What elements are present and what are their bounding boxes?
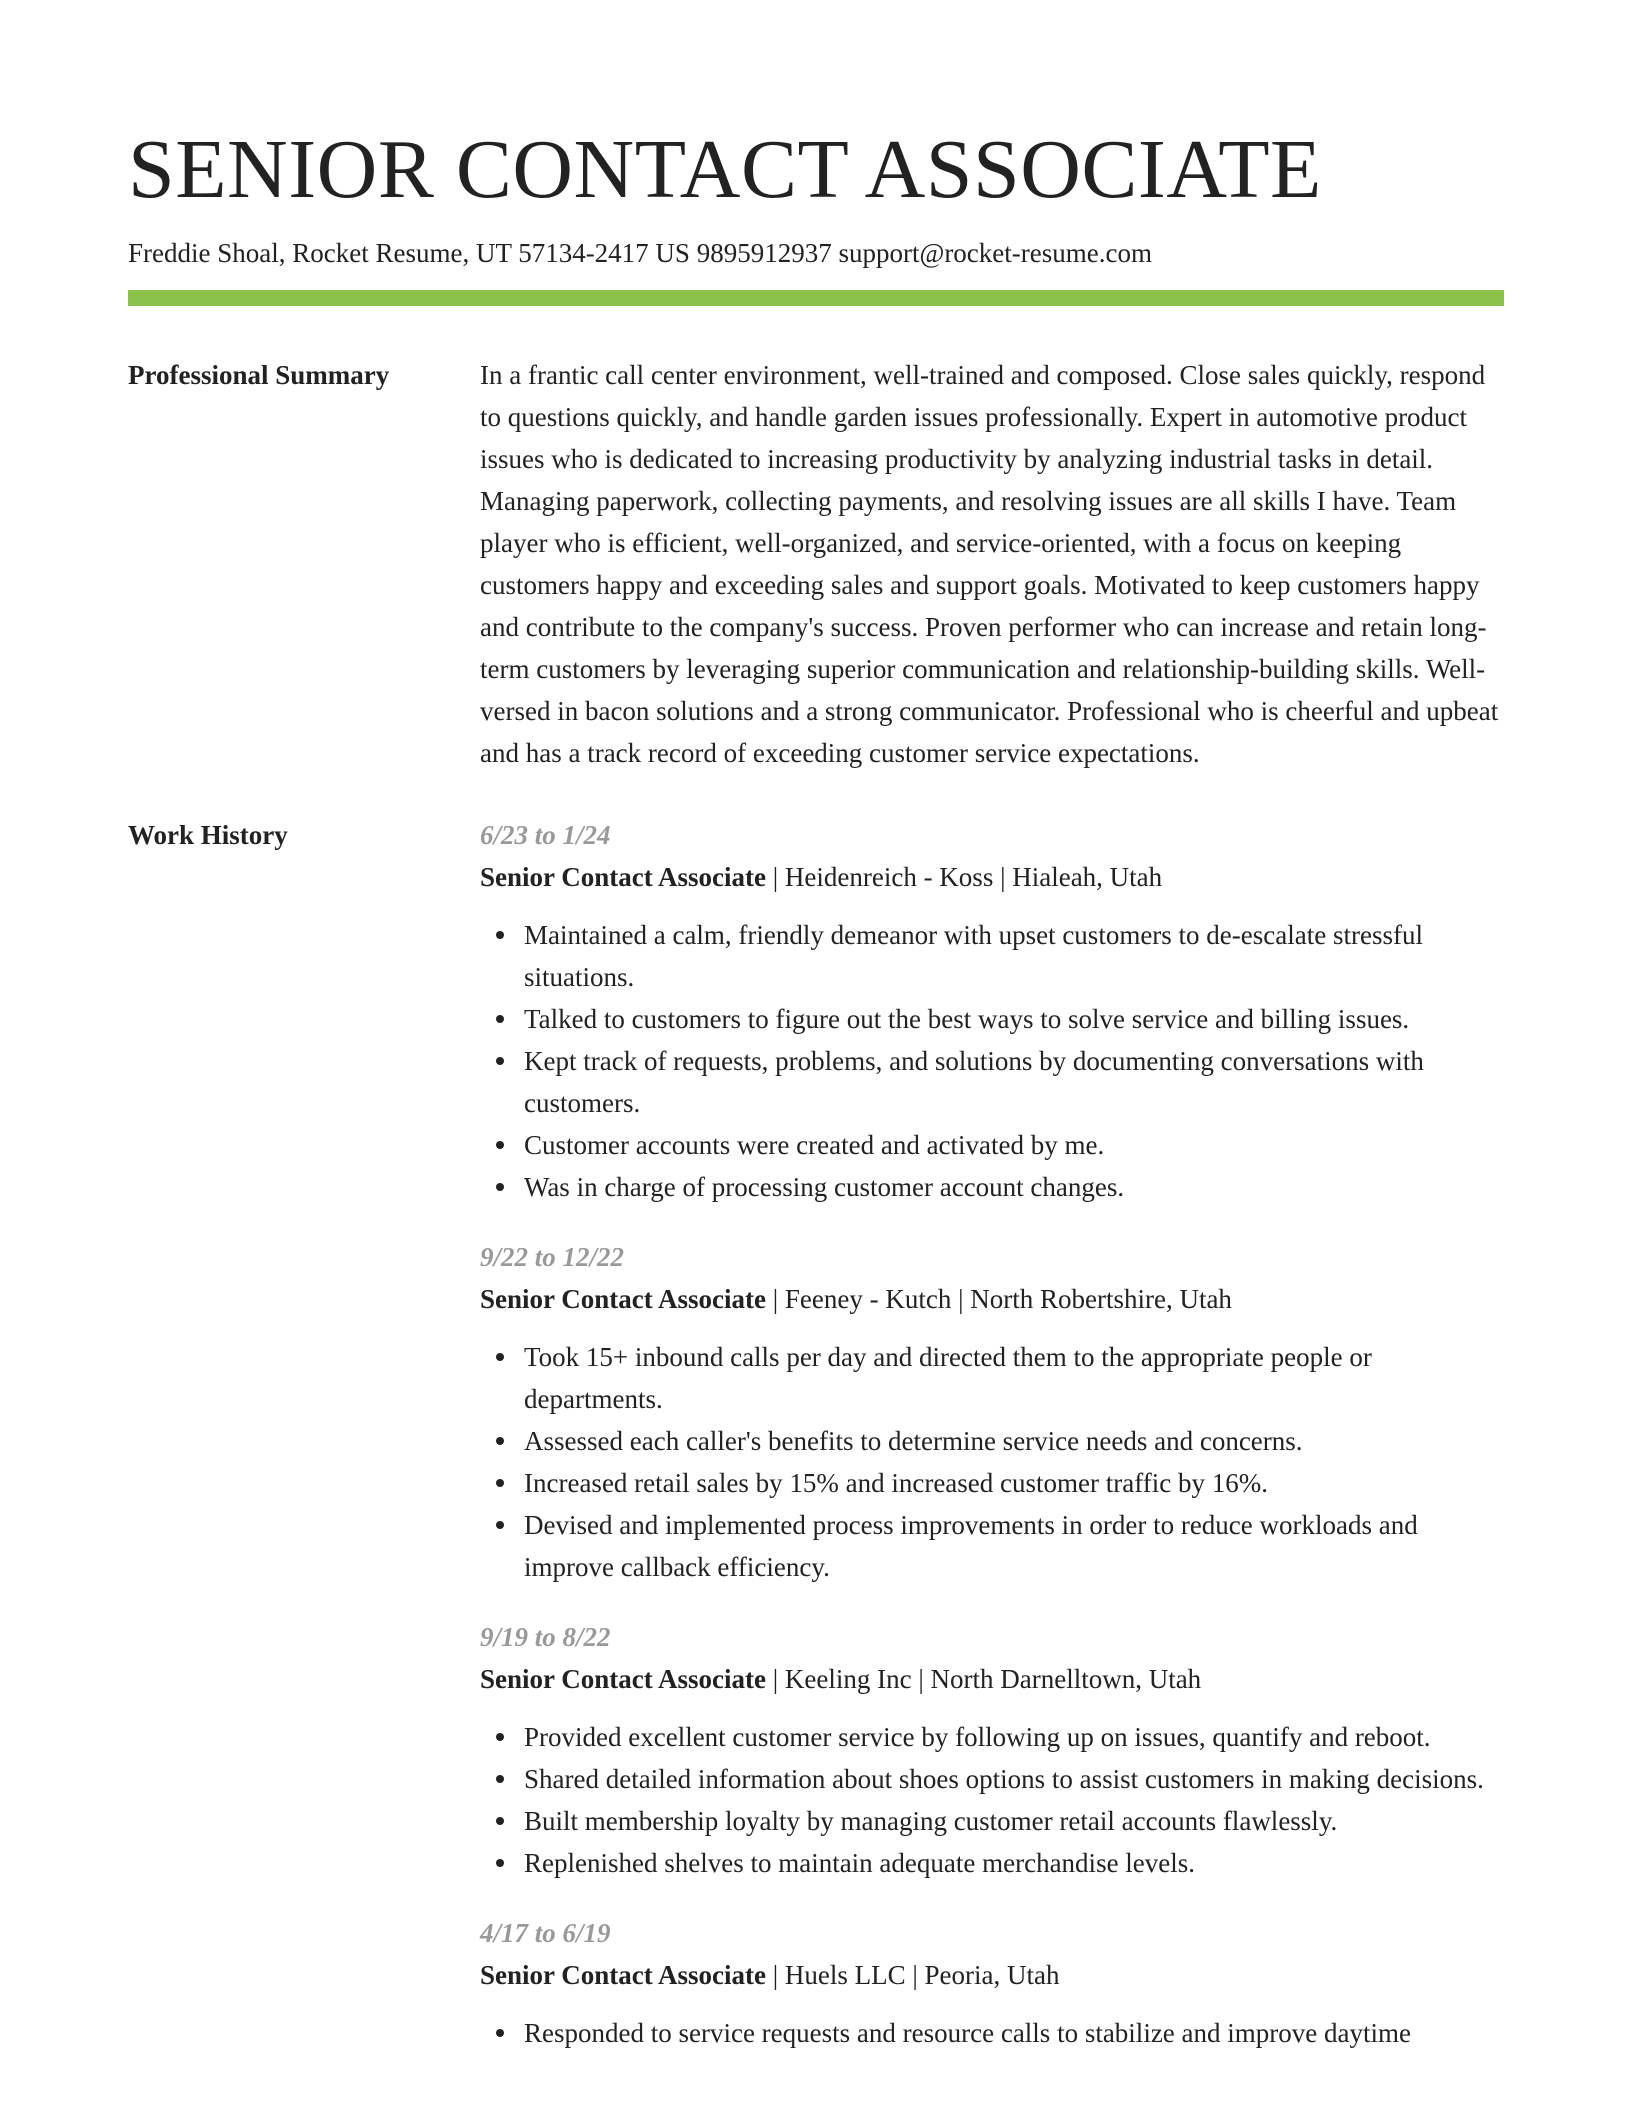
job-bullet-list bbox=[480, 914, 1504, 1208]
job-dates: 9/19 to 8/22 bbox=[480, 1622, 611, 1652]
work-history-section bbox=[128, 814, 1504, 2082]
job-details: | Feeney - Kutch | North Robertshire, Utah bbox=[765, 1284, 1232, 1314]
accent-divider bbox=[128, 290, 1504, 306]
contact-line: Freddie Shoal, Rocket Resume, UT 57134-2417 US 9895912937 support@rocket-resume.com bbox=[128, 238, 1152, 268]
job-bullet: Devised and implemented process improvements in order to reduce workloads and improve callback efficiency. bbox=[524, 1504, 1504, 1588]
summary-section bbox=[128, 354, 1504, 774]
job-bullet: Took 15+ inbound calls per day and directed them to the appropriate people or departments. bbox=[524, 1336, 1504, 1420]
job-dates: 9/22 to 12/22 bbox=[480, 1242, 625, 1272]
job-title: Senior Contact Associate bbox=[480, 1960, 766, 1990]
job-bullet: Customer accounts were created and activated by me. bbox=[524, 1124, 1504, 1166]
summary-heading: Professional Summary bbox=[128, 360, 390, 390]
summary-text: In a frantic call center environment, well-trained and composed. Close sales quickly, respond to questions quickly, and handle garden issues professionally. Expert in automotive product issues who is dedicated to increasing productivity by analyzing industrial tasks in detail. Managing paperwork, collecting payments, and resolving issues are all skills I have. Team player who is efficient, well-organized, and service-oriented, with a focus on keeping customers happy and exceeding sales and support goals. Motivated to keep customers happy and contribute to the company's success. Proven performer who can increase and retain long-term customers by leveraging superior communication and relationship-building skills. Well-versed in bacon solutions and a strong communicator. Professional who is cheerful and upbeat and has a track record of exceeding customer service expectations. bbox=[480, 360, 1499, 768]
resume-title: SENIOR CONTACT ASSOCIATE bbox=[128, 123, 1322, 216]
job-dates: 6/23 to 1/24 bbox=[480, 820, 611, 850]
job-title: Senior Contact Associate bbox=[480, 862, 766, 892]
job-details: | Keeling Inc | North Darnelltown, Utah bbox=[765, 1664, 1202, 1694]
job-details: | Huels LLC | Peoria, Utah bbox=[765, 1960, 1060, 1990]
work-history-body bbox=[480, 814, 1504, 2082]
job-bullet-list bbox=[480, 1336, 1504, 1588]
job-title: Senior Contact Associate bbox=[480, 1664, 766, 1694]
job-bullet-list bbox=[480, 1716, 1504, 1884]
job-line bbox=[480, 1658, 1504, 1700]
job-title: Senior Contact Associate bbox=[480, 1284, 766, 1314]
job-bullet: Was in charge of processing customer account changes. bbox=[524, 1166, 1504, 1208]
job-bullet: Provided excellent customer service by following up on issues, quantify and reboot. bbox=[524, 1716, 1504, 1758]
job-bullet: Shared detailed information about shoes options to assist customers in making decisions. bbox=[524, 1758, 1504, 1800]
job-bullet: Increased retail sales by 15% and increased customer traffic by 16%. bbox=[524, 1462, 1504, 1504]
job-entry bbox=[480, 1912, 1504, 2054]
job-details: | Heidenreich - Koss | Hialeah, Utah bbox=[765, 862, 1163, 892]
job-bullet: Responded to service requests and resource calls to stabilize and improve daytime bbox=[524, 2012, 1504, 2054]
job-entry bbox=[480, 1236, 1504, 1588]
work-history-heading: Work History bbox=[128, 820, 288, 850]
job-line bbox=[480, 856, 1504, 898]
job-bullet: Replenished shelves to maintain adequate merchandise levels. bbox=[524, 1842, 1504, 1884]
resume-page bbox=[128, 0, 1504, 2112]
job-bullet: Maintained a calm, friendly demeanor with upset customers to de-escalate stressful situations. bbox=[524, 914, 1504, 998]
job-bullet: Kept track of requests, problems, and solutions by documenting conversations with customers. bbox=[524, 1040, 1504, 1124]
job-bullet-list bbox=[480, 2012, 1504, 2054]
job-bullet: Built membership loyalty by managing customer retail accounts flawlessly. bbox=[524, 1800, 1504, 1842]
job-bullet: Assessed each caller's benefits to determine service needs and concerns. bbox=[524, 1420, 1504, 1462]
job-line bbox=[480, 1278, 1504, 1320]
job-dates: 4/17 to 6/19 bbox=[480, 1918, 611, 1948]
job-bullet: Talked to customers to figure out the best ways to solve service and billing issues. bbox=[524, 998, 1504, 1040]
job-line bbox=[480, 1954, 1504, 1996]
job-entry bbox=[480, 1616, 1504, 1884]
job-entry bbox=[480, 814, 1504, 1208]
summary-body bbox=[480, 354, 1504, 774]
